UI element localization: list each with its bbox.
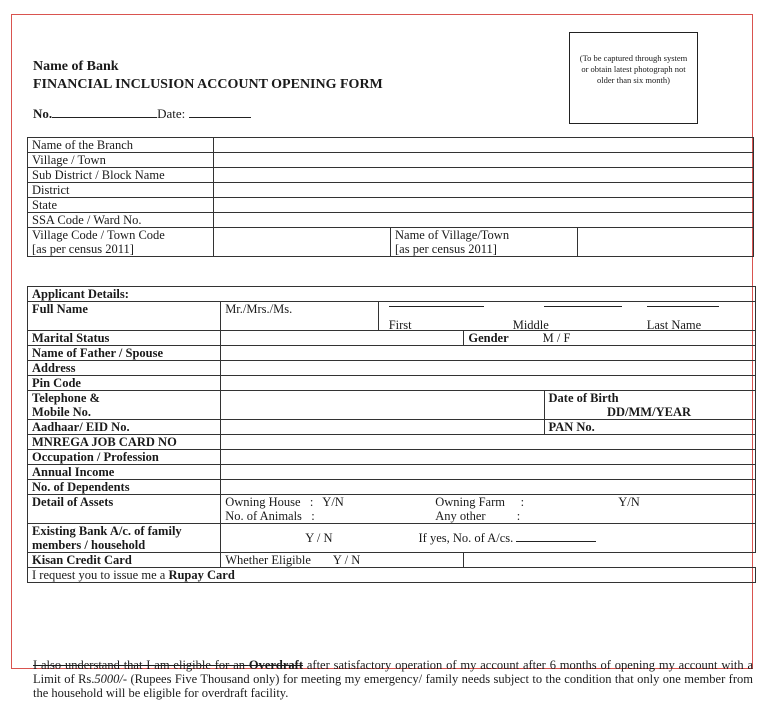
assets-label: Detail of Assets (28, 495, 221, 524)
table-row (28, 331, 756, 346)
rupay-card: Rupay Card (168, 568, 235, 582)
village-town-field[interactable] (214, 153, 754, 168)
marital-status-label: Marital Status (28, 331, 221, 346)
no-label: No. (33, 106, 53, 121)
annual-income-field[interactable] (221, 465, 756, 480)
village-code-label: Village Code / Town Code [as per census 2011] (28, 228, 214, 257)
aadhaar-label: Aadhaar/ EID No. (28, 420, 221, 435)
table-row (28, 153, 754, 168)
telephone-field[interactable] (221, 391, 544, 420)
first-label: First (388, 318, 412, 332)
kisan-empty (464, 553, 756, 568)
table-row (28, 568, 756, 583)
pin-code-label: Pin Code (28, 376, 221, 391)
dob-field[interactable] (544, 391, 756, 420)
last-name-line[interactable] (647, 306, 719, 307)
table-row (28, 138, 754, 153)
address-field[interactable] (221, 361, 756, 376)
table-row (28, 198, 754, 213)
last-name-label: Last Name (646, 318, 702, 332)
overdraft-paragraph: I also understand that I am eligible for an Overdraft after satisfactory operation of my account after 6 months of opening my account with a Limit of Rs.5000/- (Rupees Five Thousand only) for meeting my emergency/ family needs subject to the condition that only one member from the household will be eligible for overdraft facility. (33, 658, 754, 700)
table-row (28, 228, 754, 257)
existing-yn: Y / N (305, 531, 333, 545)
photo-instruction: (To be captured through system or obtain latest photograph not older than six month) (579, 53, 688, 85)
existing-accounts-label: Existing Bank A/c. of family members / household (28, 524, 221, 553)
village-code-field[interactable] (214, 228, 391, 257)
table-row (28, 287, 756, 302)
sub-district-field[interactable] (214, 168, 754, 183)
dob-format: DD/MM/YEAR (606, 405, 691, 419)
pin-code-field[interactable] (221, 376, 756, 391)
state-label: State (28, 198, 214, 213)
assets-field[interactable] (221, 495, 756, 524)
district-field[interactable] (214, 183, 754, 198)
table-row (28, 346, 756, 361)
eligible-label: Whether Eligible (225, 553, 311, 567)
table-row (28, 168, 754, 183)
no-field[interactable] (52, 107, 157, 118)
if-yes-label: If yes, No. of A/cs. (418, 531, 514, 545)
district-label: District (28, 183, 214, 198)
middle-label: Middle (512, 318, 549, 332)
telephone-label: Telephone & Mobile No. (28, 391, 221, 420)
ssa-code-label: SSA Code / Ward No. (28, 213, 214, 228)
photo-box[interactable] (569, 32, 698, 124)
any-other: Any other : (435, 509, 521, 523)
num-accounts-field[interactable] (516, 531, 596, 542)
table-row (28, 302, 756, 331)
kisan-eligible-field[interactable] (221, 553, 464, 568)
table-row (28, 391, 756, 420)
address-label: Address (28, 361, 221, 376)
owning-farm: Owning Farm : (435, 495, 525, 509)
ssa-code-field[interactable] (214, 213, 754, 228)
full-name-field[interactable] (378, 302, 755, 331)
village-name-label: Name of Village/Town [as per census 2011] (391, 228, 578, 257)
dob-label: Date of Birth (548, 391, 619, 405)
applicant-heading: Applicant Details: (28, 287, 756, 302)
owning-farm-yn: Y/N (618, 495, 640, 509)
bank-name: Name of Bank (33, 59, 119, 74)
salutation: Mr./Mrs./Ms. (221, 302, 379, 331)
mnrega-field[interactable] (221, 435, 756, 450)
table-row (28, 450, 756, 465)
mnrega-label: MNREGA JOB CARD NO (28, 435, 221, 450)
father-spouse-label: Name of Father / Spouse (28, 346, 221, 361)
owning-house: Owning House : Y/N (225, 495, 344, 509)
table-row (28, 465, 756, 480)
applicant-table (27, 286, 756, 583)
form-number-date (33, 106, 251, 122)
gender-options: M / F (542, 331, 571, 345)
kisan-card-label: Kisan Credit Card (28, 553, 221, 568)
aadhaar-field[interactable] (221, 420, 544, 435)
state-field[interactable] (214, 198, 754, 213)
dependents-field[interactable] (221, 480, 756, 495)
middle-name-line[interactable] (544, 306, 622, 307)
rupay-request: I request you to issue me a Rupay Card (28, 568, 756, 583)
date-label: Date: (157, 106, 186, 121)
marital-status-field[interactable] (221, 331, 464, 346)
date-field[interactable] (189, 107, 251, 118)
no-of-animals: No. of Animals : (225, 509, 315, 523)
table-row (28, 420, 756, 435)
gender-field[interactable] (464, 331, 756, 346)
table-row (28, 495, 756, 524)
village-name-field[interactable] (578, 228, 754, 257)
kisan-yn: Y / N (332, 553, 361, 567)
table-row (28, 376, 756, 391)
branch-label: Name of the Branch (28, 138, 214, 153)
branch-table (27, 137, 754, 257)
table-row (28, 524, 756, 553)
table-row (28, 435, 756, 450)
table-row (28, 480, 756, 495)
form-title: FINANCIAL INCLUSION ACCOUNT OPENING FORM (33, 77, 383, 92)
dependents-label: No. of Dependents (28, 480, 221, 495)
existing-accounts-field[interactable] (221, 524, 756, 553)
gender-label: Gender (468, 331, 509, 345)
table-row (28, 361, 756, 376)
sub-district-label: Sub District / Block Name (28, 168, 214, 183)
overdraft-limit: 5000/- (94, 672, 128, 686)
occupation-field[interactable] (221, 450, 756, 465)
table-row (28, 213, 754, 228)
occupation-label: Occupation / Profession (28, 450, 221, 465)
branch-field[interactable] (214, 138, 754, 153)
annual-income-label: Annual Income (28, 465, 221, 480)
table-row (28, 183, 754, 198)
full-name-label: Full Name (28, 302, 221, 331)
first-name-line[interactable] (389, 306, 484, 307)
father-spouse-field[interactable] (221, 346, 756, 361)
village-town-label: Village / Town (28, 153, 214, 168)
pan-label[interactable]: PAN No. (544, 420, 756, 435)
overdraft-term: Overdraft (248, 658, 304, 672)
table-row (28, 553, 756, 568)
